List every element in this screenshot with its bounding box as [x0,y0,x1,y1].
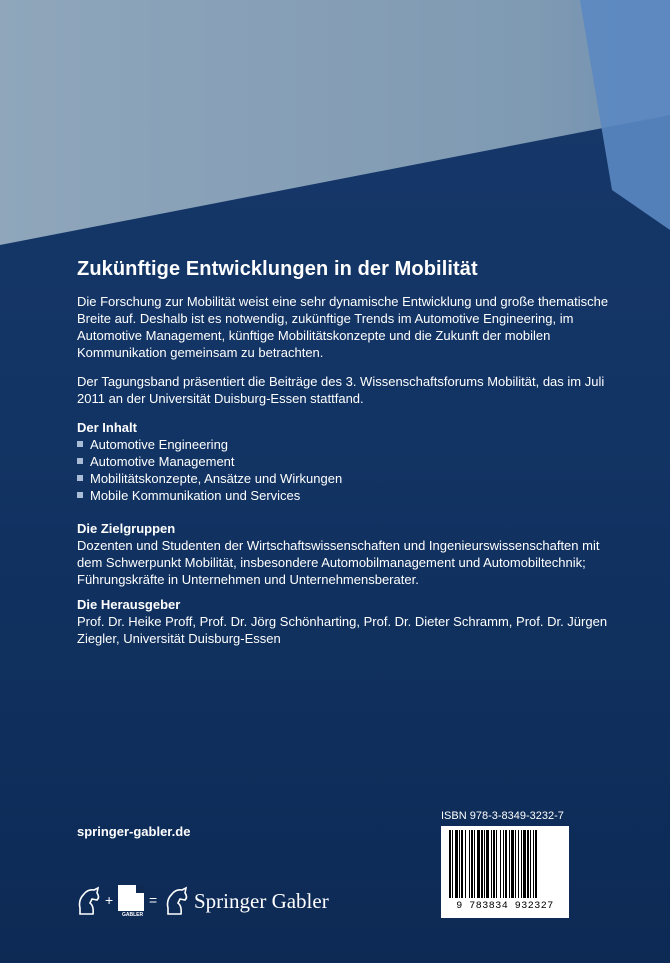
publisher-website: springer-gabler.de [77,824,191,839]
proceedings-paragraph: Der Tagungsband präsentiert die Beiträge des 3. Wissenschaftsforums Mobilität, das im Juli 2011 an der Universität Duisburg-Essen stattfand. [77,374,605,406]
springer-horse-icon [76,886,102,916]
list-item: Automotive Management [77,453,617,470]
barcode-bar [503,830,504,898]
barcode-bar [500,830,501,898]
barcode-bar [518,830,519,898]
barcode-bar [477,830,480,898]
barcode-bar [461,830,463,898]
barcode-bar [452,830,453,898]
barcode-bar [521,830,522,898]
isbn-label: ISBN 978-3-8349-3232-7 [441,810,564,822]
list-item: Mobile Kommunikation und Services [77,487,617,504]
barcode-bar [496,830,497,898]
barcode-bar [484,830,485,898]
editors-heading: Die Herausgeber [77,597,181,612]
barcode-bar [527,830,529,898]
barcode-bars-icon [441,826,569,902]
description-area [77,258,617,655]
barcode-bar [535,830,537,898]
publisher-logos [76,884,376,924]
barcode-bar [523,830,526,898]
barcode [441,826,569,918]
barcode-bar [474,830,475,898]
barcode-bar [533,830,534,898]
list-item: Automotive Engineering [77,436,617,453]
barcode-bar [481,830,483,898]
barcode-bar [530,830,531,898]
barcode-bar [511,830,514,898]
barcode-bar [449,830,451,898]
gabler-logo-icon [118,885,144,911]
barcode-bar [509,830,510,898]
barcode-digits: 9 783834 932327 [456,901,554,912]
barcode-bar [491,830,492,898]
equals-sign: = [149,892,158,908]
barcode-bar [486,830,489,898]
audience-heading: Die Zielgruppen [77,521,176,536]
barcode-bar [465,830,466,898]
contents-heading: Der Inhalt [77,420,137,435]
list-item: Mobilitätskonzepte, Ansätze und Wirkungen [77,470,617,487]
barcode-bar [515,830,516,898]
book-title: Zukünftige Entwicklungen in der Mobilität [77,258,478,280]
decorative-top-band [0,0,670,250]
springer-gabler-horse-icon [164,886,190,916]
barcode-bar [471,830,473,898]
editors-text: Prof. Dr. Heike Proff, Prof. Dr. Jörg Schönharting, Prof. Dr. Dieter Schramm, Prof. Dr. Jürgen Ziegler, Universität Duisburg-Essen [77,614,608,646]
gabler-logo-text: GABLER [122,912,144,918]
springer-gabler-wordmark: Springer Gabler [194,889,329,913]
barcode-bar [455,830,458,898]
audience-text: Dozenten und Studenten der Wirtschaftswissenschaften und Ingenieurswissenschaften mit dem Schwerpunkt Mobilität, insbesondere Automobilmanagement und Automobiltechnik; Führungskräfte in Unternehmen und Unternehmensberater. [77,538,600,587]
barcode-bar [459,830,460,898]
contents-list [77,436,617,504]
plus-sign: + [105,892,114,908]
barcode-bar [505,830,507,898]
barcode-bar [493,830,495,898]
intro-paragraph: Die Forschung zur Mobilität weist eine sehr dynamische Entwicklung und große thematische Breite auf. Deshalb ist es notwendig, zukünftige Trends im Automotive Engineering, im Automotive Management, künftige Mobilitätskonzepte und die Zukunft der mobilen Kommunikation gemeinsam zu betrachten. [77,294,609,360]
barcode-bar [469,830,470,898]
